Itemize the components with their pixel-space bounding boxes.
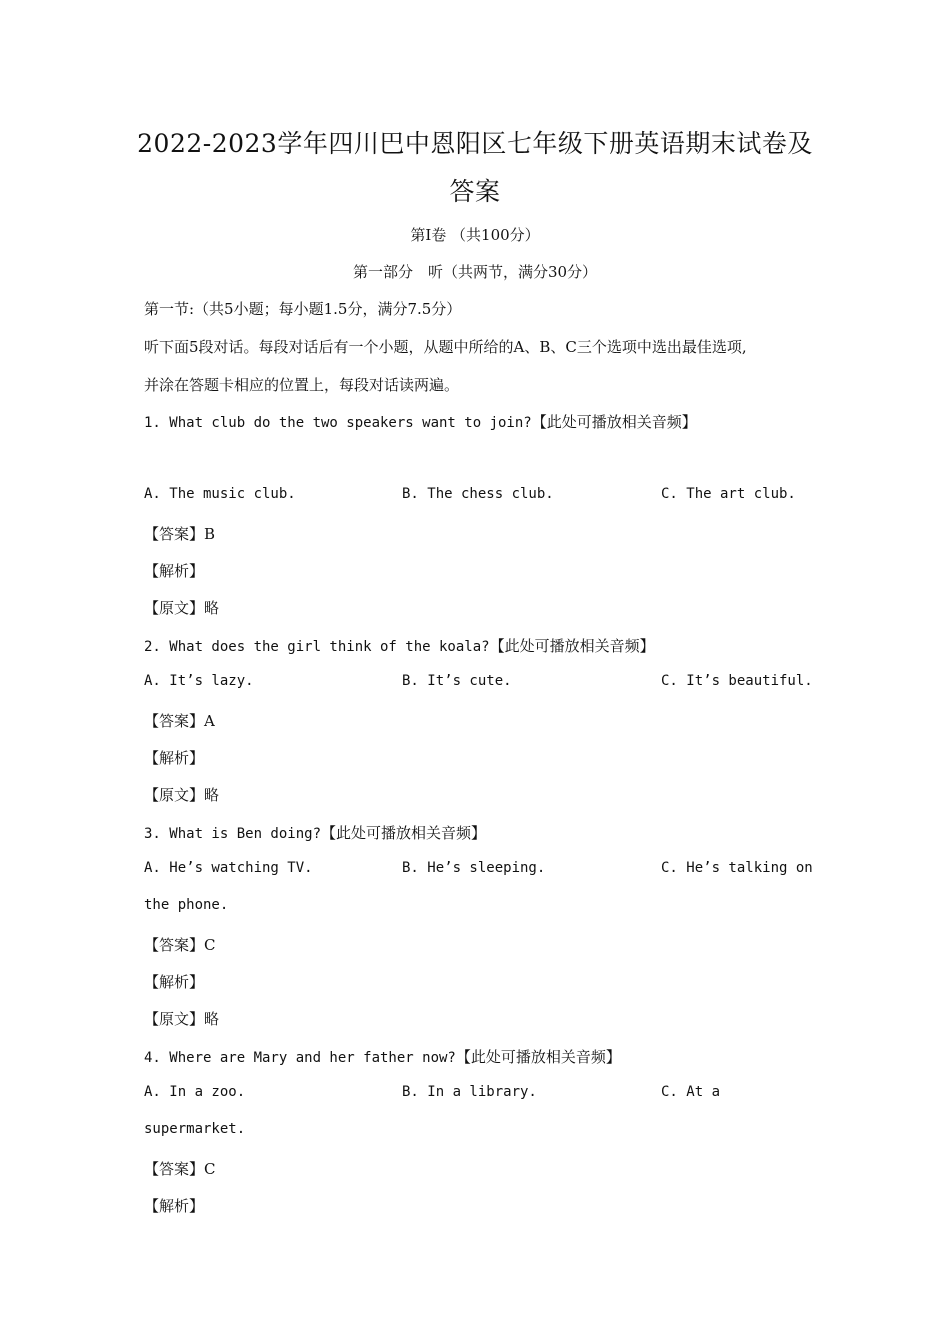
question-3-option-c: C. He’s talking on — [661, 860, 813, 876]
question-4 — [144, 1046, 824, 1067]
question-1-option-c: C. The art club. — [661, 486, 796, 502]
question-4-option-a: A. In a zoo. — [144, 1084, 246, 1100]
question-3 — [144, 822, 824, 843]
question-1 — [144, 411, 824, 432]
question-3-analysis: 【解析】 — [144, 973, 205, 991]
question-2-answer: 【答案】A — [144, 712, 215, 730]
question-1-answer: 【答案】B — [144, 525, 216, 543]
question-4-option-b: B. In a library. — [402, 1084, 537, 1100]
question-1-option-a: A. The music club. — [144, 486, 296, 502]
audio-link[interactable]: 【此处可播放相关音频】 — [455, 1048, 621, 1066]
question-4-analysis: 【解析】 — [144, 1197, 205, 1215]
question-stem: 2. What does the girl think of the koala? — [144, 639, 490, 655]
question-1-option-b: B. The chess club. — [402, 486, 554, 502]
question-1-analysis: 【解析】 — [144, 562, 205, 580]
question-4-option-c: C. At a — [661, 1084, 721, 1100]
question-2 — [144, 635, 824, 656]
audio-link[interactable]: 【此处可播放相关音频】 — [321, 824, 487, 842]
section-heading: 第一节:（共5小题；每小题1.5分，满分7.5分） — [144, 300, 462, 318]
question-3-answer: 【答案】C — [144, 936, 216, 954]
document-title-line-1: 2022-2023学年四川巴中恩阳区七年级下册英语期末试卷及 — [137, 129, 813, 158]
part-heading: 第一部分 听（共两节，满分30分） — [352, 263, 598, 281]
volume-heading: 第Ⅰ卷 （共100分） — [410, 226, 540, 244]
question-stem: 4. Where are Mary and her father now? — [144, 1050, 456, 1066]
question-2-option-a: A. It’s lazy. — [144, 673, 254, 689]
question-2-option-b: B. It’s cute. — [402, 673, 512, 689]
question-stem: 1. What club do the two speakers want to join? — [144, 415, 532, 431]
question-1-original: 【原文】略 — [144, 599, 220, 617]
question-4-option-c-continued: supermarket. — [144, 1121, 246, 1137]
question-3-option-c-continued: the phone. — [144, 897, 229, 913]
question-2-original: 【原文】略 — [144, 786, 220, 804]
question-2-analysis: 【解析】 — [144, 749, 205, 767]
question-3-option-b: B. He’s sleeping. — [402, 860, 546, 876]
question-stem: 3. What is Ben doing? — [144, 826, 322, 842]
question-3-option-a: A. He’s watching TV. — [144, 860, 313, 876]
instructions-line-2: 并涂在答题卡相应的位置上，每段对话读两遍。 — [144, 376, 460, 394]
question-2-option-c: C. It’s beautiful. — [661, 673, 813, 689]
audio-link[interactable]: 【此处可播放相关音频】 — [531, 413, 697, 431]
instructions-line-1: 听下面5段对话。每段对话后有一个小题，从题中所给的A、B、C三个选项中选出最佳选项, — [144, 338, 747, 356]
question-3-original: 【原文】略 — [144, 1010, 220, 1028]
question-4-answer: 【答案】C — [144, 1160, 216, 1178]
document-title-line-2: 答案 — [449, 177, 501, 206]
audio-link[interactable]: 【此处可播放相关音频】 — [489, 637, 655, 655]
